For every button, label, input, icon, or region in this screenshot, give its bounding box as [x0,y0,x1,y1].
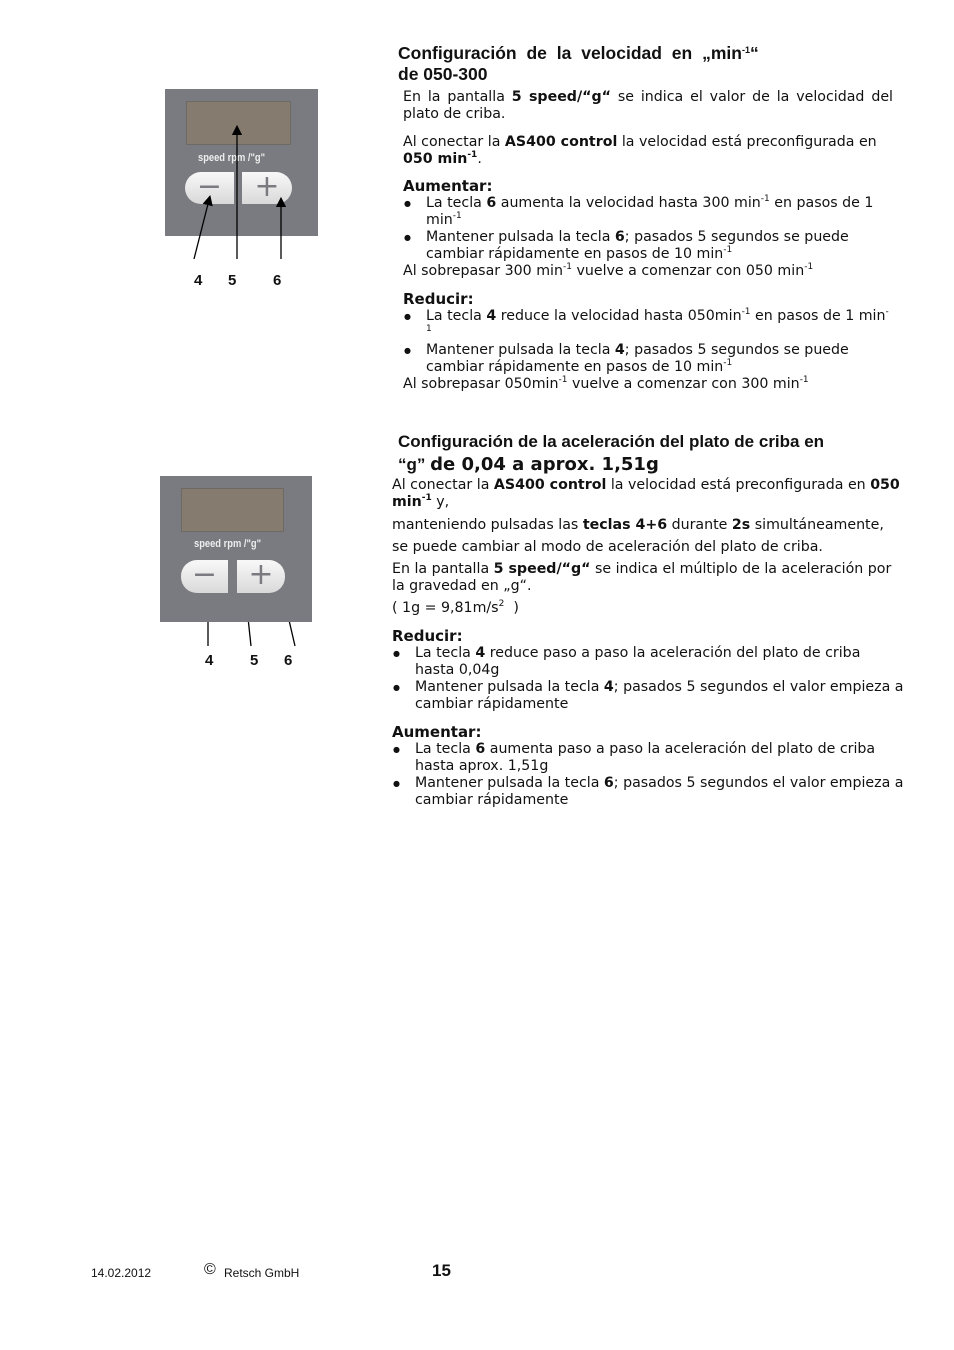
plus-icon: + [248,557,274,592]
paragraph: Al conectar la AS400 control la velocidad está preconfigurada en 050 $\min^{-1} y$, [392,477,900,510]
increase-heading: Aumentar: [403,177,493,195]
callout-line-4 [194,200,209,259]
list-item: ● Mantener pulsada la tecla 6; pasados 5 segundos el valor empieza a cambiar rápidamente [392,775,904,809]
plus-icon: + [254,169,280,204]
label-4: 4 [194,272,203,289]
decrease-list [392,645,904,713]
paragraph: manteniendo pulsadas las teclas 4+6 durante 2s simultáneamente, [392,517,884,533]
section-speed-body [403,89,893,393]
label-5: 5 [250,652,259,669]
list-item: ● Mantener pulsada la tecla 6; pasados 5 segundos se puede cambiar rápidamente en pasos de 10 $\min^{-1}$ [403,229,893,263]
speed-label: speed rpm /"g" [198,152,266,164]
paragraph: Al sobrepasar $050\min^{-1}$ vuelve a comenzar con 300 $\min^{-1}$ [403,375,809,392]
paragraph: En la pantalla 5 speed/“g“ se indica el múltiplo de la aceleración por la gravedad en „g“. [392,561,892,594]
list-item: ● Mantener pulsada la tecla 4; pasados 5 segundos se puede cambiar rápidamente en pasos de 10 $\min^{-1}$ [403,342,893,376]
paragraph: ( $1g = 9,81m/s^2$ ) [392,599,519,616]
speed-display [181,488,284,532]
paragraph: Al sobrepasar 300 $\min^{-1}$ vuelve a comenzar con 050 $\min^{-1}$ [403,262,814,279]
plus-key [237,557,285,593]
list-item: ● La tecla 4 reduce la velocidad hasta $050\min^{-1}$ en pasos de 1 $\min^{-1}$ [403,308,893,342]
section-speed [398,43,898,85]
section-title: Configuración de la aceleración del plato de criba en [398,432,825,451]
footer-date: 14.02.2012 [91,1266,152,1280]
page-number: 15 [432,1261,451,1280]
increase-list [403,195,893,263]
increase-list [392,741,904,809]
section-acceleration [398,431,918,477]
increase-heading: Aumentar: [392,723,482,741]
decrease-list [403,308,893,376]
list-item: ● La tecla 6 aumenta paso a paso la aceleración del plato de criba hasta aprox. 1,51g [392,741,904,775]
control-panel-figure-2 [160,476,312,622]
label-4: 4 [205,652,214,669]
list-item: ● La tecla 4 reduce paso a paso la aceleración del plato de criba hasta 0,04g [392,645,904,679]
paragraph: En la pantalla 5 speed/“g“ se indica el valor de la velocidad del plato de criba. [403,89,893,122]
decrease-heading: Reducir: [392,627,463,645]
list-item: ● Mantener pulsada la tecla 4; pasados 5 segundos el valor empieza a cambiar rápidamente [392,679,904,713]
paragraph: Al conectar la AS400 control la velocidad está preconfigurada en 050 $\min^{-1}$. [403,134,877,167]
section-acceleration-body [392,477,904,809]
label-5: 5 [228,272,237,289]
paragraph: se puede cambiar al modo de aceleración del plato de criba. [392,539,823,555]
minus-icon: − [191,557,218,592]
list-item: ● La tecla 6 aumenta la velocidad hasta 300 $\min^{-1}$ en pasos de 1 $\min^{-1}$ [403,195,893,229]
footer-company: Retsch GmbH [224,1266,300,1280]
label-6: 6 [284,652,293,669]
minus-icon: − [196,169,223,204]
decrease-heading: Reducir: [403,290,474,308]
section-subtitle: “g” de 0,04 a aprox. 1,51g [398,454,659,475]
section-subtitle: de 050-300 [398,64,488,84]
section-title: Configuración de la velocidad en $„\min^{-1}“$ [398,43,759,63]
speed-label: speed rpm /"g" [194,538,262,550]
copyright-icon: © [204,1261,216,1278]
label-6: 6 [273,272,282,289]
minus-key [181,557,228,593]
